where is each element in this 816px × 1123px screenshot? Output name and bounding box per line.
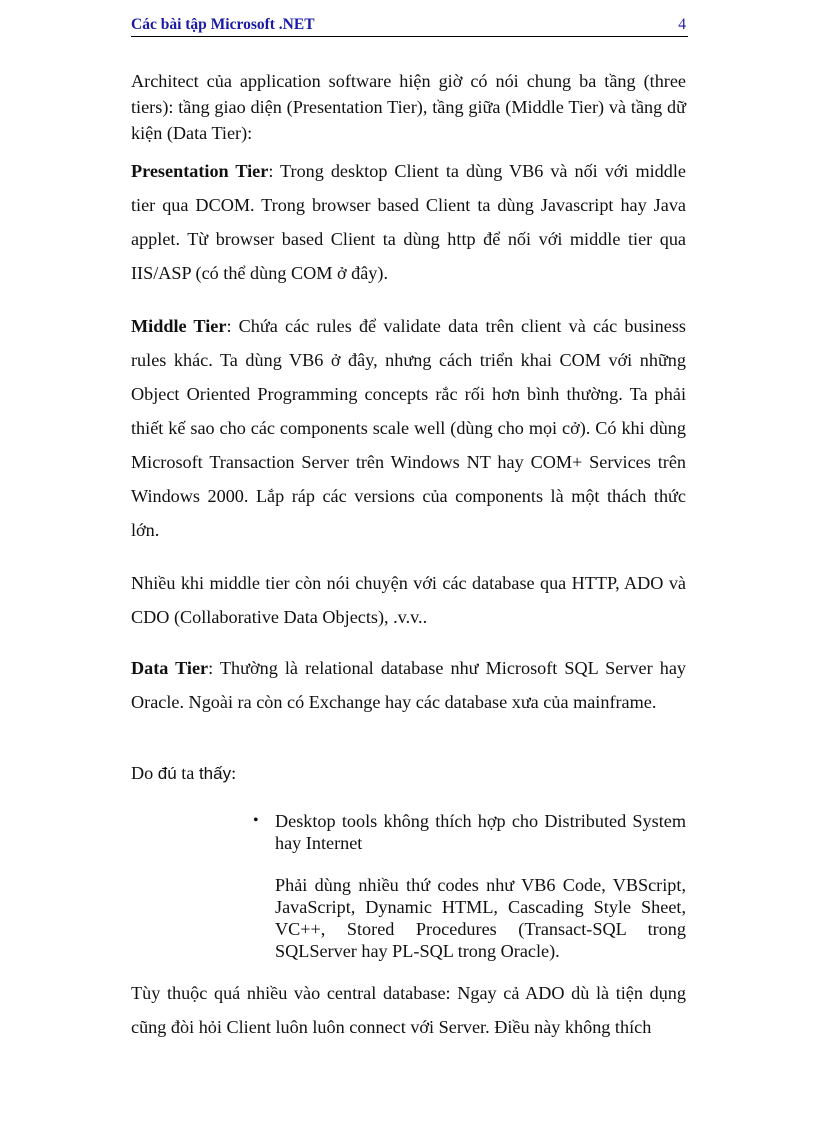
do-thay-word: thấy xyxy=(198,764,232,783)
header-title: Các bài tập Microsoft .NET xyxy=(131,16,315,33)
presentation-tier-label: Presentation Tier xyxy=(131,161,269,181)
middle-tier-paragraph xyxy=(131,309,686,547)
intro-paragraph: Architect của application software hiện giờ có nói chung ba tầng (three tiers): tầng giao diện (Presentation Tier), tầng giữa (Middle Tier) và tầng dữ kiện (Data Tier): xyxy=(131,71,686,143)
do-du-ta-thay-line xyxy=(131,756,686,791)
central-database-paragraph: Tùy thuộc quá nhiều vào central database: Ngay cả ADO dù là tiện dụng cũng đòi hỏi Client luôn luôn connect với Server. Điều này không thích xyxy=(131,983,686,1037)
page-number: 4 xyxy=(678,16,686,33)
data-tier-label: Data Tier xyxy=(131,658,209,678)
data-tier-paragraph xyxy=(131,651,686,719)
bullet-marker: • xyxy=(253,812,259,829)
presentation-tier-text: : Trong desktop Client ta dùng VB6 và nối với middle tier qua DCOM. Trong browser based Client ta dùng Javascript hay Java applet. Từ browser based Client ta dùng http để nối với middle tier qua IIS/ASP (có thể dùng COM ở đây). xyxy=(131,161,686,283)
middle-tier-label: Middle Tier xyxy=(131,316,227,336)
bullet-list xyxy=(253,810,686,961)
bullet-item-desktop-tools: Desktop tools không thích hợp cho Distributed System hay Internet xyxy=(275,811,686,853)
do-suffix: : xyxy=(231,763,237,783)
http-ado-paragraph: Nhiều khi middle tier còn nói chuyện với các database qua HTTP, ADO và CDO (Collaborative Data Objects), .v.v.. xyxy=(131,573,686,627)
data-tier-text: : Thường là relational database như Microsoft SQL Server hay Oracle. Ngoài ra còn có Exchange hay các database xưa của mainframe. xyxy=(131,658,686,712)
bullet-follow-paragraph: Phải dùng nhiều thứ codes như VB6 Code, VBScript, JavaScript, Dynamic HTML, Cascading Style Sheet, VC++, Stored Procedures (Transact-SQL trong SQLServer hay PL-SQL trong Oracle). xyxy=(275,875,686,961)
do-du-word: đú xyxy=(157,764,177,783)
do-prefix: Do xyxy=(131,763,158,783)
presentation-tier-paragraph xyxy=(131,154,686,290)
page-header xyxy=(131,14,688,37)
do-middle: ta xyxy=(176,763,199,783)
middle-tier-text: : Chứa các rules để validate data trên client và các business rules khác. Ta dùng VB6 ở đây, nhưng cách triển khai COM với những Object Oriented Programming concepts rắc rối hơn bình thường. Ta phải thiết kế sao cho các components scale well (dùng cho mọi cở). Có khi dùng Microsoft Transaction Server trên Windows NT hay COM+ Services trên Windows 2000. Lắp ráp các versions của components là một thách thức lớn. xyxy=(131,316,686,540)
